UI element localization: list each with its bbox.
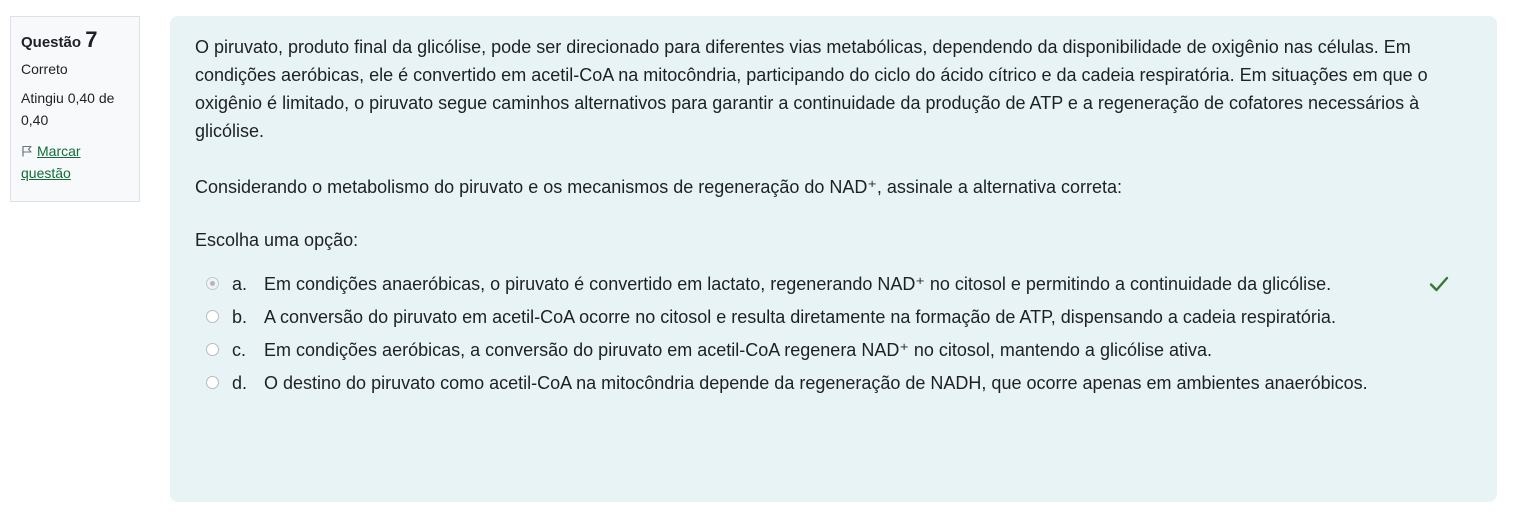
question-paragraph-2: Considerando o metabolismo do piruvato e os mecanismos de regeneração do NAD⁺, assinale a alternativa correta: xyxy=(195,177,1122,197)
radio-option-c[interactable] xyxy=(206,343,219,356)
flag-question xyxy=(21,140,129,184)
answer-option-b[interactable] xyxy=(195,303,1473,331)
answer-letter: d. xyxy=(232,373,248,393)
radio-option-b[interactable] xyxy=(206,310,219,323)
answer-option-c[interactable] xyxy=(195,336,1473,364)
question-content xyxy=(170,16,1497,502)
answer-text: Em condições aeróbicas, a conversão do piruvato em acetil-CoA regenera NAD⁺ no citosol, mantendo a glicólise ativa. xyxy=(264,340,1212,360)
answer-option-d[interactable] xyxy=(195,369,1473,397)
question-label: Questão xyxy=(21,34,82,51)
question-number-value: 7 xyxy=(85,27,98,52)
flag-question-link[interactable]: Marcar questão xyxy=(21,143,81,181)
answer-text: Em condições anaeróbicas, o piruvato é convertido em lactato, regenerando NAD⁺ no citosol e permitindo a continuidade da glicólise. xyxy=(264,274,1332,294)
answer-letter: b. xyxy=(232,307,248,327)
answer-text: A conversão do piruvato em acetil-CoA ocorre no citosol e resulta diretamente na formação de ATP, dispensando a cadeia respiratória. xyxy=(264,307,1336,327)
question-text xyxy=(195,33,1473,201)
check-icon xyxy=(1429,275,1449,293)
answer-option-a[interactable] xyxy=(195,270,1473,298)
answer-letter: a. xyxy=(232,274,248,294)
question-state: Correto xyxy=(21,61,68,77)
answer-text: O destino do piruvato como acetil-CoA na mitocôndria depende da regeneração de NADH, que ocorre apenas em ambientes anaeróbicos. xyxy=(264,373,1368,393)
question-info-panel xyxy=(10,16,140,202)
answer-prompt: Escolha uma opção: xyxy=(195,230,359,250)
question-paragraph-1: O piruvato, produto final da glicólise, pode ser direcionado para diferentes vias metabólicas, dependendo da disponibilidade de oxigênio nas células. Em condições aeróbicas, ele é convertido em acetil-CoA na mitocôndria, participando do ciclo do ácido cítrico e da cadeia respiratória. Em situações em que o oxigênio é limitado, o piruvato segue caminhos alternativos para garantir a continuidade da produção de ATP e a regeneração de cofatores necessários à glicólise. xyxy=(195,37,1428,141)
question-number xyxy=(21,27,129,53)
question-grade: Atingiu 0,40 de 0,40 xyxy=(21,90,115,128)
answer-letter: c. xyxy=(232,340,247,360)
answer-list xyxy=(195,270,1473,397)
radio-option-d[interactable] xyxy=(206,376,219,389)
flag-icon[interactable] xyxy=(21,145,33,157)
radio-option-a[interactable] xyxy=(206,277,219,290)
